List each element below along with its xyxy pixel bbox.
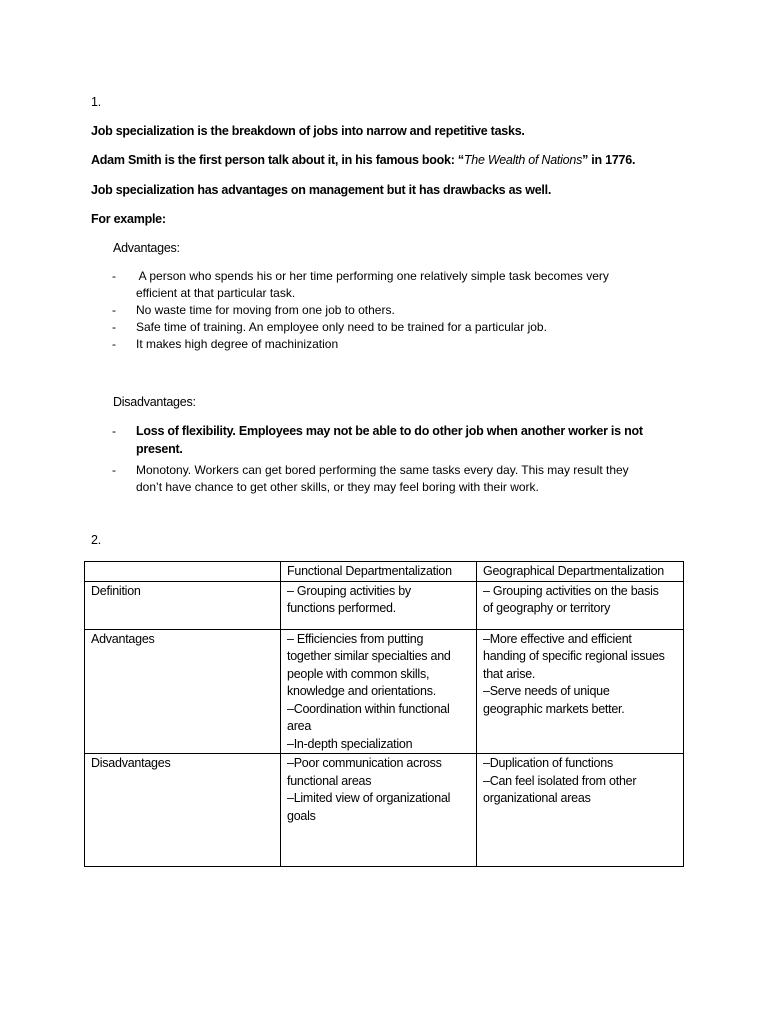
- cell-line: area: [287, 719, 312, 733]
- paragraph-for-example: For example:: [91, 212, 166, 226]
- cell-line: –Limited view of organizational: [287, 791, 451, 805]
- cell-line: –In-depth specialization: [287, 736, 413, 751]
- cell-line: –Coordination within functional: [287, 701, 450, 716]
- cell-line: of geography or territory: [483, 601, 611, 615]
- bullet-dash: -: [112, 463, 116, 477]
- list-item-line: No waste time for moving from one job to others.: [136, 303, 395, 317]
- table-header-cell: Functional Departmentalization: [281, 562, 477, 582]
- cell-line: people with common skills,: [287, 666, 430, 681]
- cell-line: geographic markets better.: [483, 701, 625, 716]
- bullet-dash: -: [112, 320, 116, 334]
- departmentalization-table: [84, 561, 684, 867]
- cell-line: –Duplication of functions: [483, 756, 613, 770]
- paragraph-advantages-drawbacks: Job specialization has advantages on management but it has drawbacks as well.: [91, 183, 552, 197]
- cell-line: – Efficiencies from putting: [287, 631, 424, 646]
- list-item: [112, 268, 672, 302]
- table-cell: [477, 754, 684, 867]
- table-header-row: [85, 562, 684, 582]
- table-row-label: Definition: [85, 581, 281, 629]
- cell-line: functional areas: [287, 773, 372, 788]
- cell-line: –Serve needs of unique: [483, 684, 610, 698]
- table-cell: [281, 581, 477, 629]
- paragraph-adam-smith-end: ” in 1776.: [582, 153, 636, 167]
- list-item-line: present.: [136, 442, 183, 456]
- cell-line: –Can feel isolated from other: [483, 773, 637, 788]
- book-title: The Wealth of Nations: [463, 153, 583, 167]
- list-item: [112, 336, 672, 353]
- list-item: [112, 462, 672, 496]
- list-item: [112, 319, 672, 336]
- cell-line: together similar specialties and: [287, 649, 451, 663]
- table-header-cell: [85, 562, 281, 582]
- paragraph-definition: Job specialization is the breakdown of jobs into narrow and repetitive tasks.: [91, 124, 525, 138]
- table-row-label: Disadvantages: [85, 754, 281, 867]
- cell-line: organizational areas: [483, 791, 591, 805]
- list-item-line: Safe time of training. An employee only need to be trained for a particular job.: [136, 320, 547, 334]
- section-2-number: 2.: [91, 533, 101, 547]
- bullet-dash: -: [112, 269, 116, 283]
- cell-line: – Grouping activities by: [287, 583, 411, 598]
- table-row: [85, 581, 684, 629]
- list-item-line: efficient at that particular task.: [136, 286, 296, 300]
- cell-line: handing of specific regional issues: [483, 649, 665, 663]
- table-cell: [281, 754, 477, 867]
- table-row: [85, 754, 684, 867]
- list-item-line: don’t have chance to get other skills, or they may feel boring with their work.: [136, 480, 539, 494]
- advantages-list: [112, 268, 672, 353]
- advantages-heading: Advantages:: [113, 241, 180, 255]
- disadvantages-list: [112, 422, 672, 496]
- bullet-dash: -: [112, 303, 116, 317]
- list-item-line: It makes high degree of machinization: [136, 337, 339, 351]
- disadvantages-heading: Disadvantages:: [113, 395, 196, 409]
- list-item: [112, 422, 672, 458]
- cell-line: that arise.: [483, 666, 536, 681]
- bullet-dash: -: [112, 337, 116, 351]
- cell-line: functions performed.: [287, 601, 396, 615]
- table-header-cell: Geographical Departmentalization: [477, 562, 684, 582]
- table-row-label: Advantages: [85, 629, 281, 754]
- cell-line: goals: [287, 808, 316, 823]
- cell-line: –More effective and efficient: [483, 631, 632, 646]
- table-cell: [281, 629, 477, 754]
- list-item: [112, 302, 672, 319]
- table-cell: [477, 629, 684, 754]
- list-item-line: A person who spends his or her time performing one relatively simple task becomes very: [136, 269, 609, 283]
- table-row: [85, 629, 684, 754]
- table-cell: [477, 581, 684, 629]
- bullet-dash: -: [112, 424, 116, 438]
- cell-line: knowledge and orientations.: [287, 684, 436, 698]
- list-item-line: Monotony. Workers can get bored performing the same tasks every day. This may result they: [136, 463, 629, 477]
- paragraph-adam-smith-start: Adam Smith is the first person talk about it, in his famous book: “: [91, 153, 464, 167]
- list-item-line: Loss of flexibility. Employees may not be able to do other job when another worker is not: [136, 424, 643, 438]
- cell-line: – Grouping activities on the basis: [483, 583, 659, 598]
- cell-line: –Poor communication across: [287, 756, 442, 770]
- section-1-number: 1.: [91, 95, 101, 109]
- paragraph-adam-smith: [91, 152, 635, 168]
